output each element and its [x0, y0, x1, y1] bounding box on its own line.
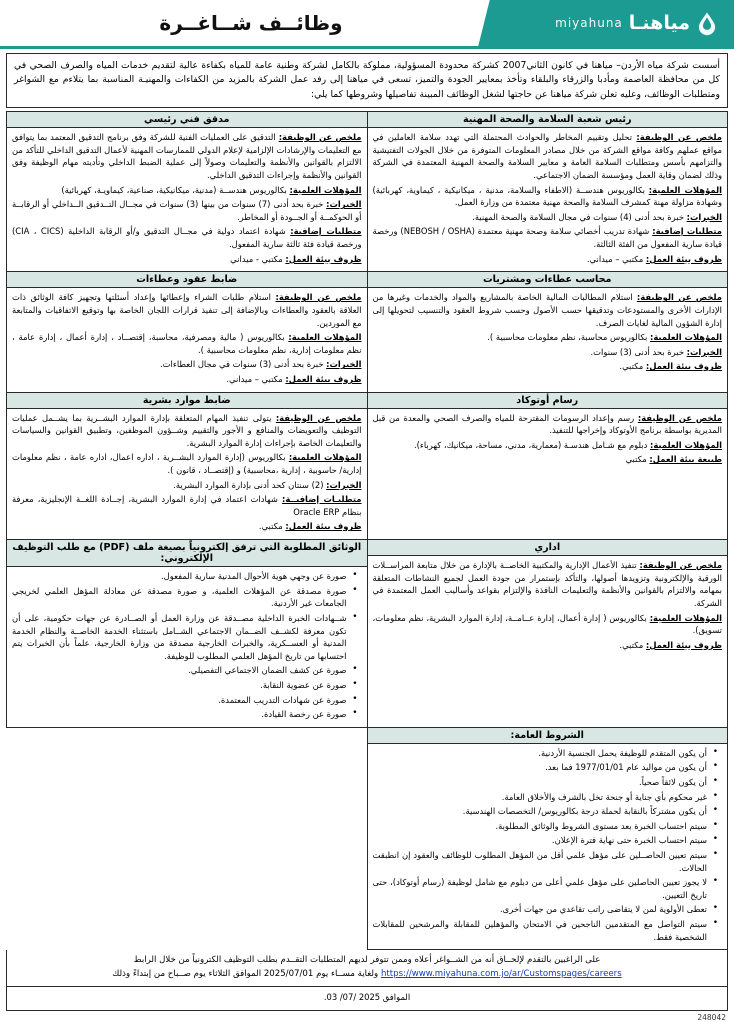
general-conditions-body — [368, 744, 728, 950]
list-item: • أن يكون لائقاً صحياً. — [373, 776, 710, 789]
field-label: المؤهلات العلمية: — [649, 612, 722, 623]
field-label: ملخص عن الوظيفة: — [636, 292, 722, 303]
field-value: تنفيذ الأعمال الإدارية والمكتبية الخاصــة بالإدارة من خلال متابعة المراســلات الورقية والإلكترونية وتزويدها أصولها، والتأكد بإستمرار من جودة العمل لجميع النشاطات المتعلقة بمهامه والالتزام بالقوانين والأنظمة والتعليمات النافذة والإلتزام بقواعد وأساليب العمل المعتمدة في الشركة. — [372, 560, 722, 608]
field-value: خبرة بحد أدنى (3) سنوات في مجال العطاءات. — [160, 359, 324, 370]
job-body — [368, 128, 728, 271]
field-label: متطلبـات إضافيــة: — [282, 494, 362, 505]
list-item: • صورة عن شهادات التدريب المعتمدة. — [12, 694, 349, 707]
closing-date-note — [6, 987, 728, 1011]
list-item: • سيتم التواصل مع المتقدمين الناجحين في الامتحان والمؤهلين للمقابلة والمرشحين للمقابلات الشخصية فقط. — [373, 918, 710, 943]
page-title: وظائــف شــاغــرة — [159, 11, 343, 35]
field-value: رسم وإعداد الرسومات المقترحة للمياه والصرف الصحي والمعدة من قبل المديرية بواسطة برنامج الأوتوكاد وإخراجها للتنفيذ. — [372, 412, 722, 436]
list-item: • صورة عن كشف الضمان الاجتماعي التفصيلي. — [12, 664, 349, 677]
field-label: ملخص عن الوظيفة: — [275, 412, 362, 423]
job-title: رسام أوتوكاد — [368, 393, 728, 409]
field-value: بكالوريوس هندســة (مدنية، ميكانيكية، صناعية، كيماويـة، كهربائية) — [61, 184, 287, 195]
field-value: استلام المطالبات المالية الخاصة بالمشاريع والمواد والخدمات وغيرها من الإدارات الأخرى والمستودعات وتدقيقها حسب الأصول وحسب شروط العقود والتنسيب لتحويلها إلى إدارة الشؤون المالية لغايات الصرف. — [372, 292, 722, 328]
job-box — [6, 272, 367, 392]
general-conditions-box — [367, 728, 728, 951]
field-value: مكتبي – ميداني. — [586, 253, 644, 264]
field-value: بكالوريوس ( مالية ومصرفية، محاسبة، إقتصــاد ، إدارة أعمال ، إدارة عامة ، نظم معلومات إدارية، نظم معلومات محاسبية ). — [12, 332, 362, 355]
field-label: الخبرات: — [686, 211, 722, 222]
field-label: الخبرات: — [326, 199, 362, 210]
field-value: مكتبي. — [619, 639, 644, 650]
header-divider — [0, 46, 734, 49]
field-label: طبيعة بيئة العمل: — [649, 454, 722, 465]
job-title: اداري — [368, 540, 728, 556]
field-label: ظروف بيئة العمل: — [285, 253, 362, 264]
intro-paragraph: أسست شركة مياه الأردن– مياهنا في كانون الثاني2007 كشركة محدودة المسؤولية، مملوكة بالكامل لشركة وطنية عامة للمياه بكفاءة عالية لتقديم خدمات المياه والصرف الصحي في كل من محافظة العاصمة ومأدبا والزرقاء والبلقاء وتأخذ بمعايير الجودة والتميز، تسعى في مياهنا إلى رفد عمل الشركة بالمزيد من الكفاءات والمهنيـة المناسبة بما يتلاءم مع الشواغر ومتطلبات الوظائف، وعليه تعلن شركة مياهنا عن حاجتها لشغل الوظائف المبينة تفاصيلها وشروطها كما يلي: — [6, 53, 728, 108]
list-item: • سيتم تعيين الحاصــلين على مؤهل علمي أقل من المؤهل المطلوب للوظائف والعقود إن انطبقت الحالات. — [373, 849, 710, 874]
field-label: المؤهلات العلمية: — [288, 332, 362, 343]
field-label: المؤهلات العلمية: — [289, 184, 362, 195]
job-title: مدقق فني رئيسي — [7, 112, 367, 128]
job-title: ضابط عقود وعطاءات — [7, 272, 367, 288]
job-box — [367, 393, 728, 540]
logo-arabic-text: مياهنـا — [628, 11, 690, 34]
field-value: خبرة بحد أدنى (4) سنوات في مجال السلامة والصحة المهنية. — [472, 211, 684, 222]
field-label: المؤهلات العلمية: — [649, 332, 722, 343]
field-value: التدقيق على العمليات الفنية للشركة وفق برنامج التدقيق المعتمد بما يتوافق مع التعليمات والإرشادات الإلزامية لإعلام الدولي للممارسات المهنية لأعمال التدقيق الداخلي للتأكد من الالتزام بالقوانين والأنظمة والتعليمات وصولاً إلى عملية الضبط الداخلي وتأديته مهام الوظيفة وفق القوانين والأنظمة وإجراءات التدقيق الداخلي. — [12, 132, 362, 181]
list-item: • تعطى الأولوية لمن لا يتقاضى راتب تقاعدي من جهات أخرى. — [373, 903, 710, 916]
list-item: • أن يكون المتقدم للوظيفة يحمل الجنسية الأردنية. — [373, 747, 710, 760]
list-item: • صورة عن وجهي هوية الأحوال المدنية سارية المفعول. — [12, 570, 349, 583]
field-label: ملخص عن الوظيفة: — [275, 292, 362, 303]
water-drop-icon — [694, 10, 720, 36]
job-title: ضابط موارد بشرية — [7, 393, 367, 409]
list-item: • سيتم احتساب الخبرة بعد مستوى الشروط والوثائق المطلوبة. — [373, 820, 710, 833]
instructions-dates: ولغاية مســاء يوم 2025/07/01 الموافق الثلاثاء يوم صــباح من إبتداءً وذلك — [112, 969, 379, 980]
field-value: مكتبي. — [258, 521, 283, 532]
field-value: مكتبي – ميداني. — [226, 373, 283, 384]
job-body — [7, 128, 367, 271]
field-label: ظروف بيئة العمل: — [645, 361, 722, 372]
field-value: دبلوم مع شـامل هندسـة (معمارية، مدني، مساحة، ميكانيك، كهرباء). — [414, 439, 648, 450]
job-box — [6, 112, 367, 272]
application-instructions — [6, 950, 728, 987]
required-documents-title: الوثائق المطلوبة التي ترفق إلكترونياً بصيغة ملف (PDF) مع طلب التوظيف الإلكتروني: — [7, 540, 367, 567]
job-box — [367, 540, 728, 728]
field-value: مكتبي. — [619, 361, 644, 372]
field-value: بكالوريوس ( إدارة أعمال، إدارة عــامــة، إدارة الموارد البشرية، نظم معلومات، تسويق). — [372, 612, 722, 636]
field-label: متطلبات إضافية: — [290, 226, 362, 237]
field-value: (2) سنتان كحد أدنى بإدارة الموارد البشرية. — [173, 479, 324, 490]
field-label: المؤهلات العلمية: — [649, 439, 722, 450]
field-label: ملخص عن الوظيفة: — [636, 132, 722, 143]
job-boxes-grid — [6, 111, 728, 950]
field-label: متطلبات إضافية: — [652, 226, 722, 237]
required-documents-box — [6, 540, 367, 728]
list-item: • أن يكون من مواليد عام 1977/01/01 فما بعد. — [373, 761, 710, 774]
job-box — [6, 393, 367, 540]
list-item: • غير محكوم بأي جناية أو جنحة تخل بالشرف والأخلاق العامة. — [373, 791, 710, 804]
field-value: شهادة اعتماد دولية في مجــال التدقيق و/أو الرقابة الداخلية (CIA ، CICS) ورخصة قيادة فئة ثالثة سارية المفعول. — [12, 226, 362, 250]
field-value: تحليل وتقييم المخاطر والحوادث المحتملة التي تهدد سلامة العاملين في مواقع عملهم وكافة مواقع الشركة من خلال مصادر المعلومات المتوفرة من خلال الجولات التفتيشية والتزامهم بأسس ومتطلبات السلامة العامة و معايير السلامة والصحة المهنية المعتمدة في الشركة وذلك لضمان وقاية العمل ومؤسسة الضمان الاجتماعي. — [372, 132, 722, 181]
field-value: بكالوريوس هندســة (الاطفاء والسلامة، مدنية ، ميكانيكية ، كيماوية، كهربائية) وشهادة مزاولة مهنة كمشرف السلامة والصحة مهنية معتمدة من وزارة العمل. — [372, 184, 722, 208]
list-item: • صورة عن رخصة القيادة. — [12, 708, 349, 721]
job-body — [7, 409, 367, 539]
field-label: ملخص عن الوظيفة: — [639, 560, 722, 571]
field-label: الخبرات: — [326, 479, 362, 490]
job-box — [367, 272, 728, 392]
field-label: ظروف بيئة العمل: — [645, 253, 722, 264]
list-item: • صورة عن عضوية النقابة. — [12, 679, 349, 692]
field-value: مكتبي - ميداني — [230, 253, 283, 264]
field-value: شهادة تدريب أخصائي سلامة وصحة مهنية معتمدة (NEBOSH / OSHA) ورخصة قيادة سارية المفعول من الفئة الثالثة. — [372, 226, 722, 250]
field-label: ظروف بيئة العمل: — [285, 373, 362, 384]
job-body — [368, 409, 728, 472]
closing-date-text: الموافق 2025 /07/ 03. — [323, 991, 411, 1002]
job-title: رئيس شعبة السلامة والصحة المهنية — [368, 112, 728, 128]
field-value: مكتبي — [625, 454, 647, 465]
field-value: بكالوريوس محاسبة، نظم معلومات محاسبية ). — [487, 332, 648, 343]
list-item: • لا يجوز تعيين الحاصلين على مؤهل علمي أعلى من دبلوم مع شامل لوظيفة (رسام أوتوكاد)، حتى تاريخ التعيين. — [373, 876, 710, 901]
general-conditions-title: الشروط العامة: — [368, 728, 728, 744]
page-header — [0, 0, 734, 46]
field-label: الخبرات: — [326, 359, 362, 370]
field-label: ظروف بيئة العمل: — [285, 521, 362, 532]
field-value: يتولى تنفيذ المهام المتعلقة بإدارة الموارد البشــرية بما يشــمل عمليات التوظيف والتعويضات والمنافع و الأجور والتقييم وشــؤون الموظفين، وتطبيق القوانين والسياسات والتعليمات الخاصة بإجراءات إدارة الموارد البشرية. — [12, 412, 362, 448]
field-label: المؤهلات العلمية: — [288, 452, 362, 463]
required-documents-body — [7, 567, 367, 727]
job-body — [7, 288, 367, 391]
field-value: خبرة بحد أدنى (3) سنوات. — [590, 346, 684, 357]
field-label: ملخص عن الوظيفة: — [278, 132, 362, 143]
list-item: • شــهادات الخبرة الداخلية مصــدقة عن وزارة العمل أو الصــادرة عن جهات حكومية، على أن تكون معرفة لكشــف الضــمان الاجتماعي الشــامل باستثناء الخدمة الخاصــة والنظام الخدمة المدنية أو العســكرية، والخبرات الخارجية مصدقة من وزارة الخارجية، علماً بأن الخبرات يتم احتسابها من تاريخ المؤهل العلمي المطلوب للوظيفة. — [12, 612, 349, 662]
instructions-text: على الراغبين بالتقدم لإلحــاق أنه من الشــواغر أعلاه وممن تتوفر لديهم المتطلبات التقــدم بطلب التوظيف الكترونياً من خلال الرابط — [133, 955, 601, 966]
field-label: الخبرات: — [686, 346, 722, 357]
field-label: ظروف بيئة العمل: — [645, 639, 722, 650]
field-value: شهادات اعتماد في إدارة الموارد البشرية، إجــادة اللغــة الإنجليزية، معرفة بنظام Oracle ERP — [12, 494, 362, 517]
job-title: محاسب عطاءات ومشتريات — [368, 272, 728, 288]
list-item: • أن يكون مشتركاً بالنقابة لحملة درجة بكالوريوس/ التخصصات الهندسية. — [373, 805, 710, 818]
job-body — [368, 556, 728, 657]
document-number: 248042 — [697, 1013, 726, 1022]
field-value: خبرة بحد أدنى (7) سنوات من بينها (3) سنوات في مجــال التــدقيق الــداخلي أو الرقابــة أو الحوكمــة أو الجــودة أو المخاطر. — [12, 199, 362, 222]
list-item: • صورة مصدقة عن المؤهلات العلمية، و صورة مصدقة عن معادلة المؤهل العلمي لخريجي الجامعات غير الأردنية. — [12, 585, 349, 610]
job-box — [367, 112, 728, 272]
careers-link[interactable]: https://www.miyahuna.com.jo/ar/Customspages/careers — [380, 969, 622, 980]
field-value: بكالوريوس (إدارة الموارد البشــرية ، اداره اعمال، اداره عامة ، نظم معلومات إدارية/ حاسوبية ، إدارية ،محاسبية) و (إقتصــاد ، قانون ). — [12, 452, 362, 476]
list-item: • سيتم احتساب الخبرة حتى نهاية فترة الإعلان. — [373, 834, 710, 847]
field-label: ملخص عن الوظيفة: — [637, 412, 722, 423]
company-logo — [502, 0, 734, 46]
field-value: استلام طلبات الشراء وإعطائها وإعداد أسئلتها وتجهيز كافة الوثائق ذات العلاقة بالعقود والعطاءات وبالإضافة إلى تنفيذ قرارات اللجان الخاصة بها وتوقيع الاتفاقيات والمتابعة مع الموردين. — [12, 292, 362, 328]
logo-latin-text: miyahuna — [555, 16, 623, 30]
field-label: المؤهلات العلمية: — [648, 184, 722, 195]
job-body — [368, 288, 728, 379]
